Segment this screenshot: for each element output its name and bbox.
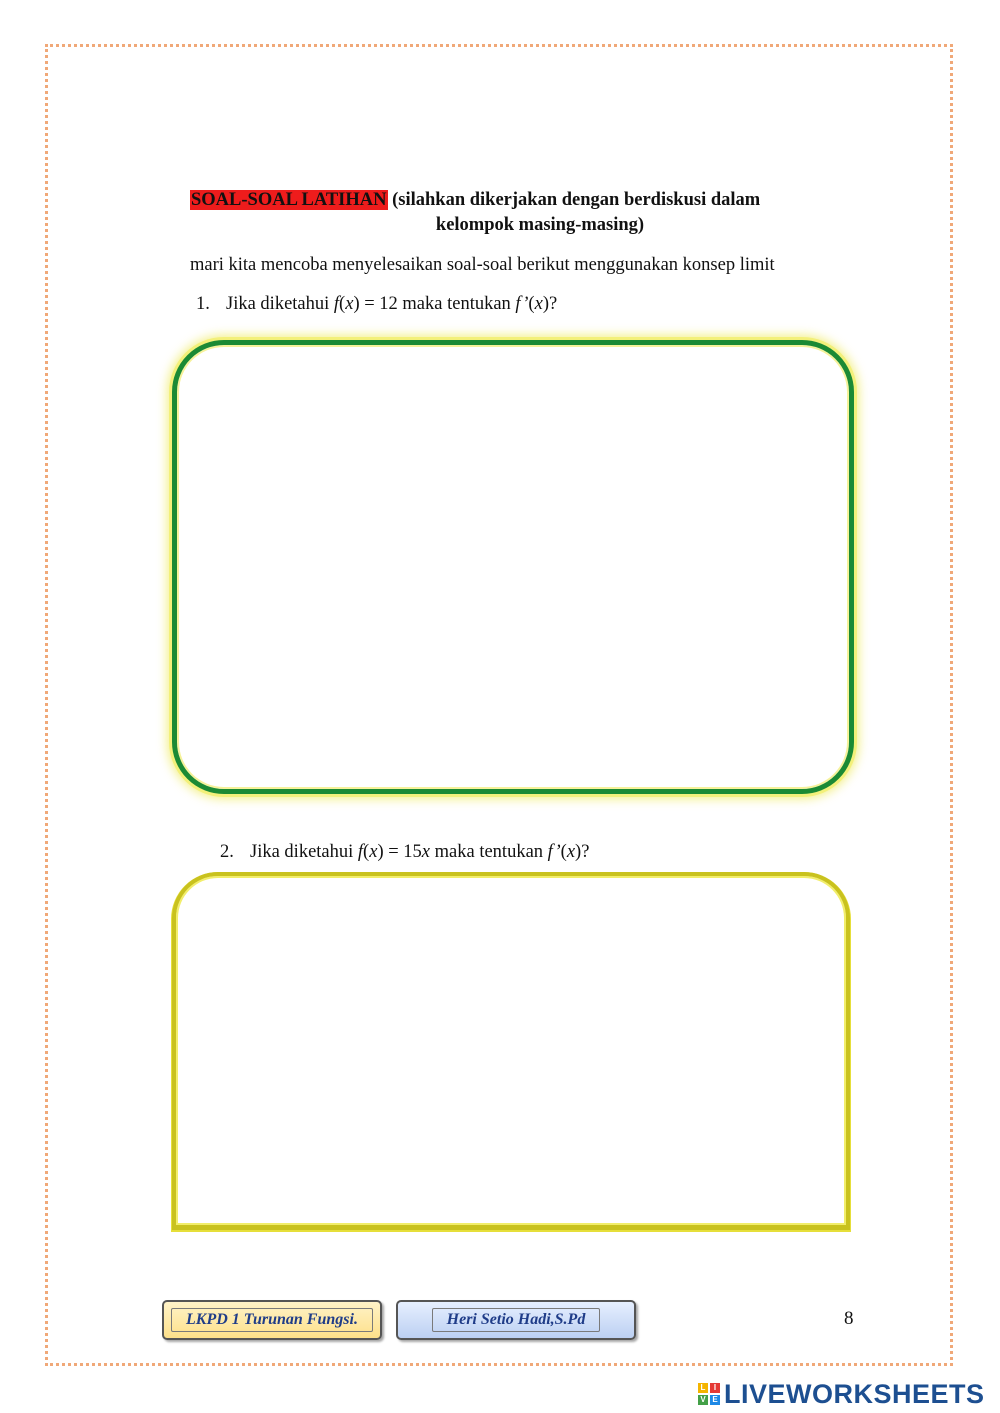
question-text: ) = 12 maka tentukan: [353, 294, 516, 314]
heading-highlight: SOAL-SOAL LATIHAN: [191, 190, 387, 210]
math-f: f: [357, 842, 364, 862]
question-text: Jika diketahui: [226, 294, 334, 314]
section-heading: [190, 190, 830, 236]
question-text: ) = 15: [377, 842, 422, 862]
math-fprime: f’: [515, 294, 529, 314]
math-x: x: [345, 294, 354, 314]
question-number: 1.: [196, 294, 210, 314]
math-fprime: f’: [547, 842, 561, 862]
page-number: 8: [844, 1308, 854, 1329]
math-x: x: [534, 294, 543, 314]
question-text: )?: [542, 294, 558, 314]
intro-text: mari kita mencoba menyelesaikan soal-soal berikut menggunakan konsep limit: [190, 255, 775, 275]
answer-box-1[interactable]: [172, 340, 854, 794]
math-x: x: [421, 842, 431, 862]
paren: (: [528, 294, 535, 314]
question-2: [220, 842, 589, 863]
footer-author-label: [396, 1300, 636, 1340]
paren: (: [339, 294, 346, 314]
question-number: 2.: [220, 842, 234, 862]
footer-author-text: Heri Setio Hadi,S.Pd: [432, 1308, 601, 1332]
paren: (: [363, 842, 370, 862]
footer-lkpd-label: [162, 1300, 382, 1340]
math-x: x: [369, 842, 378, 862]
question-text: maka tentukan: [430, 842, 548, 862]
footer-lkpd-text: LKPD 1 Turunan Fungsi.: [171, 1308, 373, 1332]
paren: (: [560, 842, 567, 862]
question-1: [196, 294, 557, 315]
question-text: Jika diketahui: [250, 842, 358, 862]
mark-letter: L: [698, 1383, 708, 1393]
heading-rest: (silahkan dikerjakan dengan berdiskusi dalam: [387, 190, 761, 210]
heading-line2: kelompok masing-masing): [435, 215, 645, 235]
math-f: f: [333, 294, 340, 314]
mark-letter: I: [710, 1383, 720, 1393]
liveworksheets-mark-icon: [698, 1383, 720, 1405]
math-x: x: [566, 842, 576, 862]
question-text: )?: [575, 842, 590, 862]
mark-letter: V: [698, 1395, 708, 1405]
answer-box-2[interactable]: [172, 872, 850, 1230]
liveworksheets-text: LIVEWORKSHEETS: [724, 1378, 985, 1409]
liveworksheets-logo: [698, 1379, 985, 1409]
mark-letter: E: [710, 1395, 720, 1405]
